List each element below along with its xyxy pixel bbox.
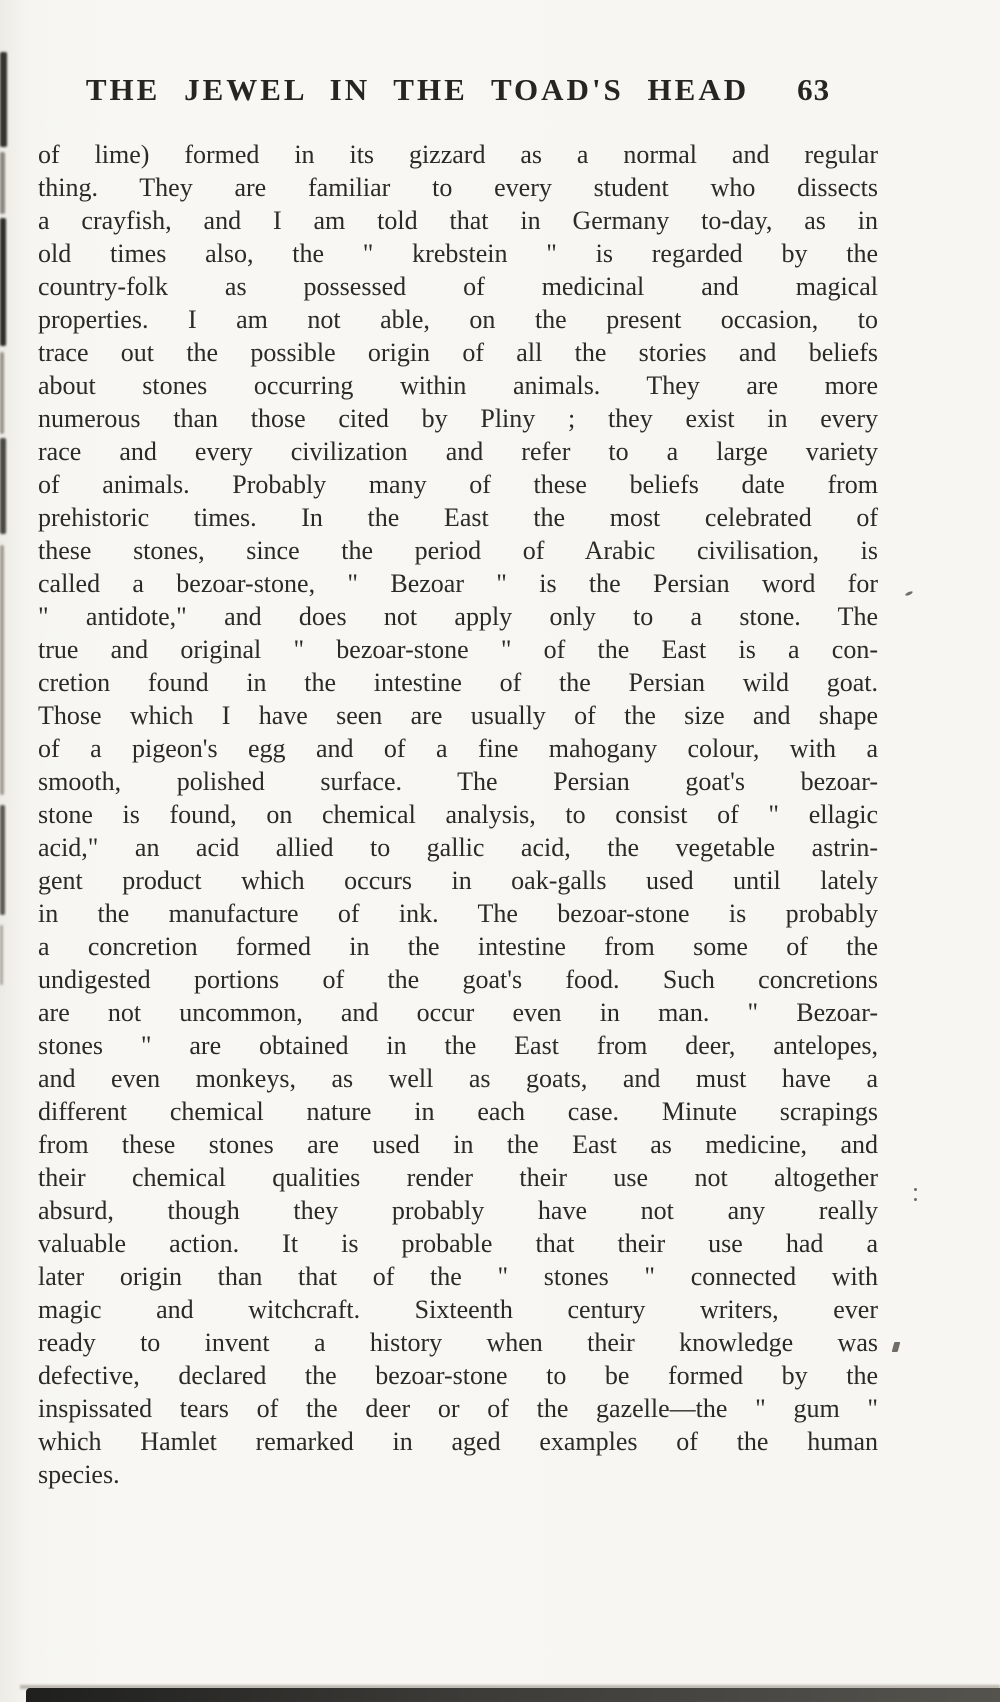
scan-edge-bottom	[26, 1688, 1000, 1702]
binding-shadow-mark	[0, 925, 3, 985]
text-line: which Hamlet remarked in aged examples of the human	[38, 1427, 878, 1456]
text-line: " antidote," and does not apply only to a stone. The	[38, 602, 878, 631]
binding-shadow-mark	[0, 352, 4, 434]
text-line: species.	[38, 1460, 120, 1489]
text-line: of a pigeon's egg and of a fine mahogany colour, with a	[38, 734, 878, 763]
scan-speck	[892, 1342, 901, 1352]
text-line: stone is found, on chemical analysis, to consist of " ellagic	[38, 800, 878, 829]
binding-shadow-mark	[0, 805, 5, 915]
text-line: smooth, polished surface. The Persian goat's bezoar-	[38, 767, 878, 796]
text-line: a crayfish, and I am told that in Germany to-day, as in	[38, 206, 878, 235]
text-line: in the manufacture of ink. The bezoar-stone is probably	[38, 899, 878, 928]
text-line: trace out the possible origin of all the stories and beliefs	[38, 338, 878, 367]
text-line: different chemical nature in each case. Minute scrapings	[38, 1097, 878, 1126]
binding-shadow-mark	[0, 218, 6, 346]
text-line: from these stones are used in the East as medicine, and	[38, 1130, 878, 1159]
binding-shadow-mark	[0, 152, 5, 214]
text-line: properties. I am not able, on the present occasion, to	[38, 305, 878, 334]
text-line: country-folk as possessed of medicinal and magical	[38, 272, 878, 301]
scan-speck	[914, 1188, 917, 1191]
text-line: valuable action. It is probable that their use had a	[38, 1229, 878, 1258]
scan-speck	[905, 590, 914, 596]
text-line: about stones occurring within animals. They are more	[38, 371, 878, 400]
text-line: defective, declared the bezoar-stone to be formed by the	[38, 1361, 878, 1390]
text-line: thing. They are familiar to every student who dissects	[38, 173, 878, 202]
text-line: race and every civilization and refer to a large variety	[38, 437, 878, 466]
text-line: numerous than those cited by Pliny ; they exist in every	[38, 404, 878, 433]
text-line: absurd, though they probably have not any really	[38, 1196, 878, 1225]
text-line: these stones, since the period of Arabic civilisation, is	[38, 536, 878, 565]
text-line: of lime) formed in its gizzard as a normal and regular	[38, 140, 878, 169]
text-line: called a bezoar-stone, " Bezoar " is the Persian word for	[38, 569, 878, 598]
binding-shadow-mark	[0, 52, 7, 147]
text-line: magic and witchcraft. Sixteenth century writers, ever	[38, 1295, 878, 1324]
text-line: true and original " bezoar-stone " of the East is a con-	[38, 635, 878, 664]
page-number: 63	[797, 72, 831, 107]
text-line: inspissated tears of the deer or of the gazelle—the " gum "	[38, 1394, 878, 1423]
text-line: Those which I have seen are usually of the size and shape	[38, 701, 878, 730]
text-line: ready to invent a history when their knowledge was	[38, 1328, 878, 1357]
binding-shadow-mark	[0, 438, 6, 534]
text-line: stones " are obtained in the East from deer, antelopes,	[38, 1031, 878, 1060]
text-line: old times also, the " krebstein " is regarded by the	[38, 239, 878, 268]
page-header	[38, 72, 878, 108]
binding-shadow-mark	[0, 545, 4, 795]
text-line: a concretion formed in the intestine from some of the	[38, 932, 878, 961]
text-line: their chemical qualities render their use not altogether	[38, 1163, 878, 1192]
text-line: prehistoric times. In the East the most celebrated of	[38, 503, 878, 532]
text-line: later origin than that of the " stones " connected with	[38, 1262, 878, 1291]
text-line: and even monkeys, as well as goats, and must have a	[38, 1064, 878, 1093]
body-text	[38, 138, 878, 1491]
text-line: of animals. Probably many of these beliefs date from	[38, 470, 878, 499]
text-line: undigested portions of the goat's food. Such concretions	[38, 965, 878, 994]
text-line: are not uncommon, and occur even in man. " Bezoar-	[38, 998, 878, 1027]
running-title: THE JEWEL IN THE TOAD'S HEAD	[85, 72, 750, 107]
text-line: gent product which occurs in oak-galls used until lately	[38, 866, 878, 895]
text-line: acid," an acid allied to gallic acid, the vegetable astrin-	[38, 833, 878, 862]
text-line: cretion found in the intestine of the Persian wild goat.	[38, 668, 878, 697]
